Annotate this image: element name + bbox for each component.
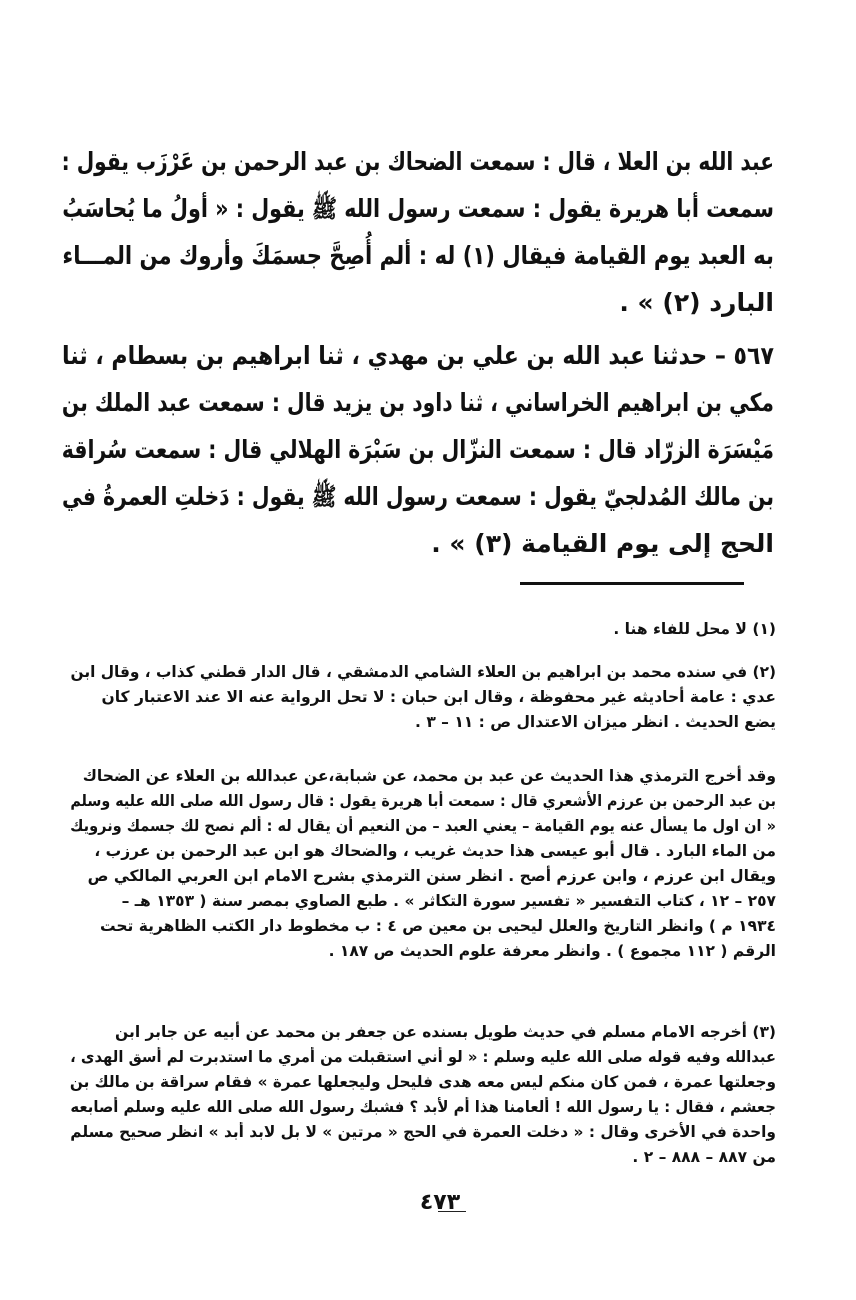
text-line: به العبد يوم القيامة فيقال (١) له : ألم أُصِحَّ جسمَكَ وأروك من المـــاء (62, 241, 774, 270)
footnote-separator (520, 582, 744, 585)
footnote-line: بن عبد الرحمن بن عرزم الأشعري قال : سمعت أبا هريرة يقول : قال رسول الله صلى الله عليه وسلم (70, 792, 776, 810)
text-line: الحج إلى يوم القيامة (٣) » . (431, 529, 774, 558)
footnote-line: وقد أخرج الترمذي هذا الحديث عن عبد بن محمد، عن شبابة،عن عبدالله بن العلاء عن الضحاك (82, 767, 776, 785)
footnote-2-continuation (70, 764, 776, 964)
footnote-line: « ان اول ما يسأل عنه يوم القيامة – يعني العبد – من النعيم أن يقال له : ألم نصح لك جسمك ونرويك (70, 817, 777, 835)
page-number-underline (438, 1211, 466, 1212)
footnote-line: يضع الحديث . انظر ميزان الاعتدال ص : ١١ – ٣ . (415, 713, 776, 731)
text-line: مَيْسَرَة الزرّاد قال : سمعت النزّال بن سَبْرَة الهلالي قال : سمعت سُراقة (61, 435, 774, 464)
text-line: ٥٦٧ – حدثنا عبد الله بن علي بن مهدي ، ثنا ابراهيم بن بسطام ، ثنا (62, 341, 774, 370)
text-line: سمعت أبا هريرة يقول : سمعت رسول الله ﷺ يقول : « أولُ ما يُحاسَبُ (62, 194, 775, 223)
footnote-line: جعشم ، فقال : يا رسول الله ! ألعامنا هذا أم لأبد ؟ فشبك رسول الله صلى الله عليه وسلم أصابعه (70, 1098, 776, 1116)
footnote-line: ويقال ابن عرزم ، وابن عرزم أصح . انظر سنن الترمذي بشرح الامام ابن العربي المالكي ص (87, 867, 776, 885)
footnote-line: الرقم ( ١١٢ مجموع ) . وانظر معرفة علوم الحديث ص ١٨٧ . (328, 942, 776, 960)
main-paragraph-2 (62, 332, 774, 567)
text-line: البارد (٢) » . (619, 288, 774, 317)
text-line: بن مالك المُدلجيّ يقول : سمعت رسول الله ﷺ يقول : دَخلتِ العمرةُ في (61, 482, 774, 511)
footnote-3 (70, 1020, 776, 1170)
page-number: ٤٧٣ (419, 1190, 461, 1215)
footnote-2 (70, 660, 776, 735)
footnote-1 (70, 617, 776, 642)
footnote-line: (٣) أخرجه الامام مسلم في حديث طويل بسنده عن جعفر بن محمد عن أبيه عن جابر ابن (115, 1023, 776, 1041)
footnote-line: عبدالله وفيه قوله صلى الله عليه وسلم : « لو أني استقبلت من أمري ما استدبرت لم أسق الهدى ، (70, 1048, 776, 1066)
footnote-line: (١) لا محل للفاء هنا . (613, 620, 776, 638)
text-line: مكي بن ابراهيم الخراساني ، ثنا داود بن يزيد قال : سمعت عبد الملك بن (61, 388, 774, 417)
text-line: عبد الله بن العلا ، قال : سمعت الضحاك بن عبد الرحمن بن عَرْزَب يقول : (61, 147, 774, 176)
footnote-line: ٢٥٧ – ١٢ ، كتاب التفسير « تفسير سورة التكاثر » . طبع الصاوي بمصر سنة ( ١٣٥٣ هـ – (121, 892, 776, 910)
footnote-line: عدي : عامة أحاديثه غير محفوظة ، وقال ابن حبان : لا تحل الرواية عنه الا عند الاعتبار كان (101, 688, 776, 706)
footnote-line: ١٩٣٤ م ) وانظر التاريخ والعلل ليحيى بن معين ص ٤ : ب مخطوط دار الكتب الظاهرية تحت (99, 917, 776, 935)
footnote-line: (٢) في سنده محمد بن ابراهيم بن العلاء الشامي الدمشقي ، قال الدار قطني كذاب ، وقال ابن (70, 663, 776, 681)
main-paragraph-1 (62, 138, 774, 326)
footnote-line: واحدة في الأخرى وقال : « دخلت العمرة في الحج « مرتين » لا بل لابد أبد » انظر صحيح مسلم (70, 1123, 777, 1141)
footnote-line: من الماء البارد . قال أبو عيسى هذا حديث غريب ، والضحاك هو ابن عبد الرحمن بن عرزب ، (94, 842, 776, 860)
footnote-line: من ٨٨٧ – ٨٨٨ – ٢ . (632, 1148, 776, 1166)
footnote-line: وجعلتها عمرة ، فمن كان منكم ليس معه هدى فليحل وليجعلها عمرة » فقام سراقة بن مالك بن (69, 1073, 777, 1091)
